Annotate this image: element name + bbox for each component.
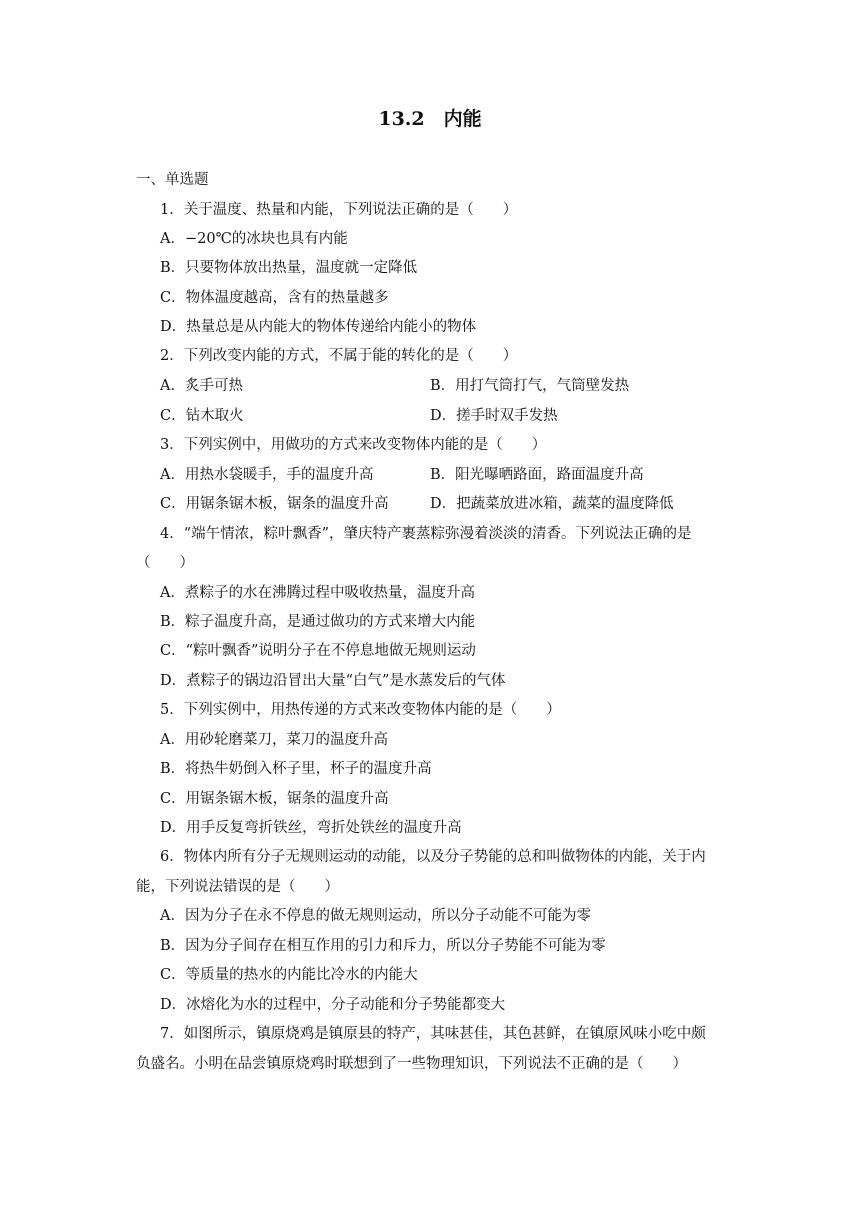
- question-3-option-c: C．用锯条锯木板，锯条的温度升高: [160, 496, 389, 512]
- section-heading: 一、单选题: [136, 172, 209, 188]
- question-2-option-b: B．用打气筒打气，气筒壁发热: [430, 378, 630, 394]
- question-6-option-c: C．等质量的热水的内能比冷水的内能大: [160, 967, 418, 983]
- question-6-stem-continuation: 能，下列说法错误的是（ ）: [136, 879, 339, 895]
- question-7-stem-continuation: 负盛名。小明在品尝镇原烧鸡时联想到了一些物理知识，下列说法不正确的是（ ）: [136, 1056, 687, 1072]
- question-5-option-a: A．用砂轮磨菜刀，菜刀的温度升高: [160, 732, 388, 748]
- page-title: 13.2 内能: [378, 108, 482, 130]
- question-4-option-b: B．粽子温度升高，是通过做功的方式来增大内能: [160, 614, 476, 630]
- question-4-option-d: D．煮粽子的锅边沿冒出大量“白气”是水蒸发后的气体: [160, 673, 506, 689]
- question-6-stem: 6．物体内所有分子无规则运动的动能，以及分子势能的总和叫做物体的内能，关于内: [160, 849, 706, 865]
- question-6-option-b: B．因为分子间存在相互作用的引力和斥力，所以分子势能不可能为零: [160, 938, 606, 954]
- question-5-option-c: C．用锯条锯木板，锯条的温度升高: [160, 791, 389, 807]
- question-2-stem: 2．下列改变内能的方式，不属于能的转化的是（ ）: [160, 348, 518, 364]
- question-2-option-c: C．钻木取火: [160, 408, 244, 424]
- question-1-stem: 1．关于温度、热量和内能，下列说法正确的是（ ）: [160, 202, 518, 218]
- question-6-option-d: D．冰熔化为水的过程中，分子动能和分子势能都变大: [160, 997, 506, 1013]
- question-3-option-d: D．把蔬菜放进冰箱，蔬菜的温度降低: [430, 496, 674, 512]
- question-4-stem-continuation: （ ）: [136, 555, 194, 571]
- question-4-option-a: A．煮粽子的水在沸腾过程中吸收热量，温度升高: [160, 585, 475, 601]
- question-1-option-a: A．−20℃的冰块也具有内能: [160, 231, 348, 247]
- question-4-stem: 4．“端午情浓，粽叶飘香”，肇庆特产裹蒸粽弥漫着淡淡的清香。下列说法正确的是: [160, 526, 692, 542]
- question-1-option-d: D．热量总是从内能大的物体传递给内能小的物体: [160, 319, 477, 335]
- question-5-option-b: B．将热牛奶倒入杯子里，杯子的温度升高: [160, 761, 432, 777]
- question-5-stem: 5．下列实例中，用热传递的方式来改变物体内能的是（ ）: [160, 702, 561, 718]
- question-3-option-a: A．用热水袋暖手，手的温度升高: [160, 467, 374, 483]
- question-6-option-a: A．因为分子在永不停息的做无规则运动，所以分子动能不可能为零: [160, 908, 591, 924]
- question-4-option-c: C．“粽叶飘香”说明分子在不停息地做无规则运动: [160, 643, 476, 659]
- question-2-option-d: D．搓手时双手发热: [430, 408, 558, 424]
- question-3-option-b: B．阳光曝晒路面，路面温度升高: [430, 467, 644, 483]
- question-2-option-a: A．炙手可热: [160, 378, 243, 394]
- question-7-stem: 7．如图所示，镇原烧鸡是镇原县的特产，其味甚佳，其色甚鲜，在镇原风味小吃中颇: [160, 1026, 706, 1042]
- question-1-option-b: B．只要物体放出热量，温度就一定降低: [160, 260, 418, 276]
- question-5-option-d: D．用手反复弯折铁丝，弯折处铁丝的温度升高: [160, 820, 462, 836]
- question-1-option-c: C．物体温度越高，含有的热量越多: [160, 290, 389, 306]
- question-3-stem: 3．下列实例中，用做功的方式来改变物体内能的是（ ）: [160, 437, 547, 453]
